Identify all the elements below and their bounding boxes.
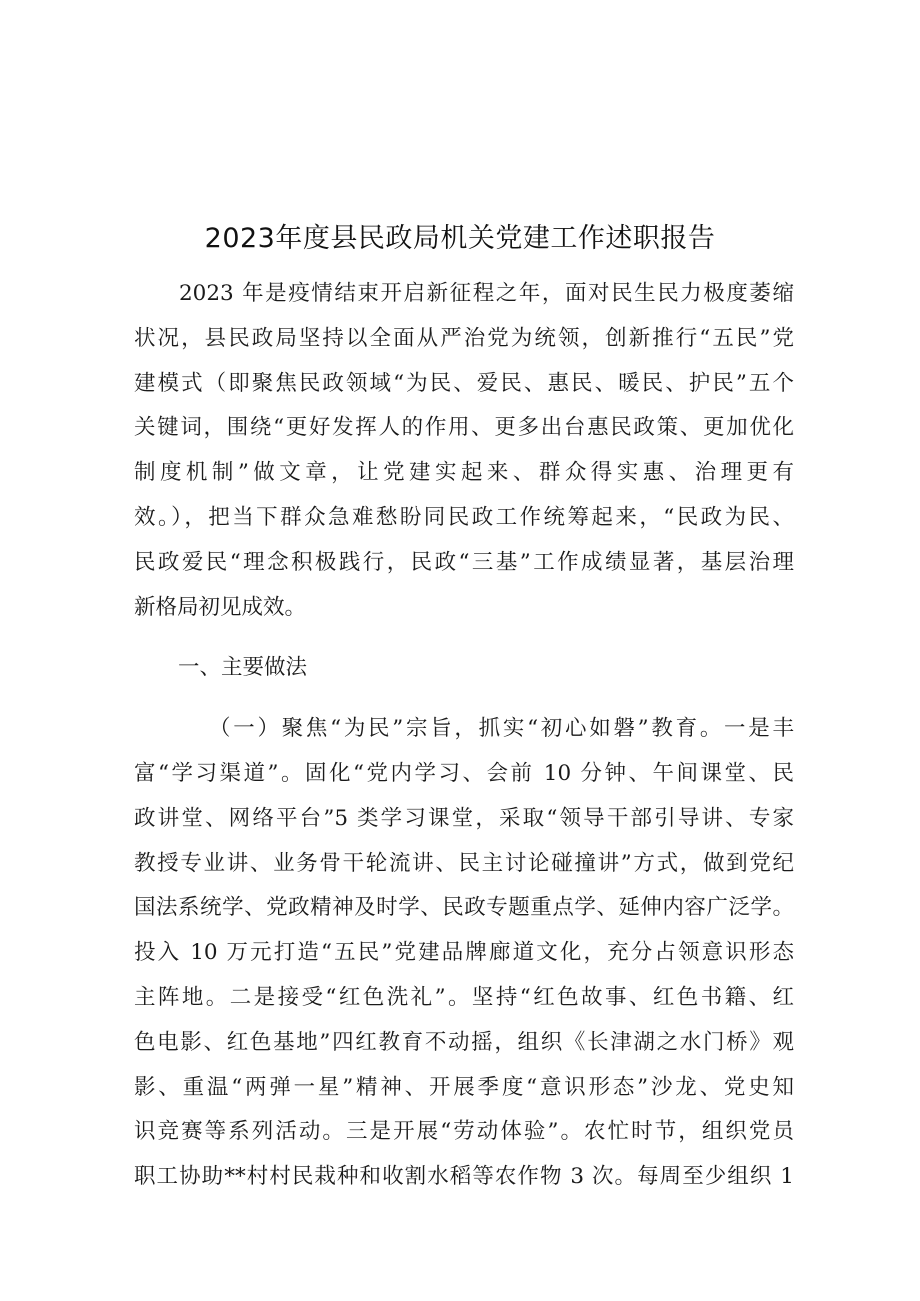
body-line: 主阵地。二是接受“红色洗礼”。坚持“红色故事、红色书籍、红: [134, 984, 794, 1010]
intro-line: 2023 年是疫情结束开启新征程之年，面对民生民力极度萎缩: [179, 281, 794, 306]
section-gap: [134, 691, 794, 707]
body-line: 识竞赛等系列活动。三是开展“劳动体验”。农忙时节，组织党员: [134, 1119, 794, 1145]
intro-line: 效。），把当下群众急难愁盼同民政工作统筹起来，“民政为民、: [134, 504, 794, 530]
section-heading: 一、主要做法: [178, 655, 308, 681]
intro-line: 状况，县民政局坚持以全面从严治党为统领，创新推行“五民”党: [134, 325, 794, 351]
body-line: （一）聚焦“为民”宗旨，抓实“初心如磐”教育。一是丰: [209, 716, 794, 742]
section-gap: [134, 630, 794, 646]
body-line: 富“学习渠道”。固化“党内学习、会前 10 分钟、午间课堂、民: [134, 760, 794, 786]
intro-line: 关键词，围绕“更好发挥人的作用、更多出台惠民政策、更加优化: [134, 415, 794, 441]
body-line: 职工协助**村村民栽种和收割水稻等农作物 3 次。每周至少组织 1: [134, 1164, 794, 1190]
intro-line: 建模式（即聚焦民政领域“为民、爱民、惠民、暖民、护民”五个: [134, 370, 794, 396]
document-body: [134, 272, 794, 1200]
body-line: 色电影、红色基地”四红教育不动摇，组织《长津湖之水门桥》观: [134, 1029, 794, 1055]
body-line: 教授专业讲、业务骨干轮流讲、民主讨论碰撞讲”方式，做到党纪: [134, 850, 794, 876]
document-title: 2023年度县民政局机关党建工作述职报告: [204, 223, 716, 254]
body-line: 投入 10 万元打造“五民”党建品牌廊道文化，充分占领意识形态: [134, 940, 794, 966]
body-line: 国法系统学、党政精神及时学、民政专题重点学、延伸内容广泛学。: [134, 895, 794, 921]
intro-line: 民政爱民“理念积极践行，民政“三基”工作成绩显著，基层治理: [134, 549, 794, 575]
intro-line: 制度机制”做文章，让党建实起来、群众得实惠、治理更有: [134, 460, 794, 486]
body-line: 政讲堂、网络平台”5 类学习课堂，采取“领导干部引导讲、专家: [134, 805, 794, 831]
intro-line: 新格局初见成效。: [134, 594, 307, 620]
body-line: 影、重温“两弹一星”精神、开展季度“意识形态”沙龙、党史知: [134, 1074, 794, 1100]
